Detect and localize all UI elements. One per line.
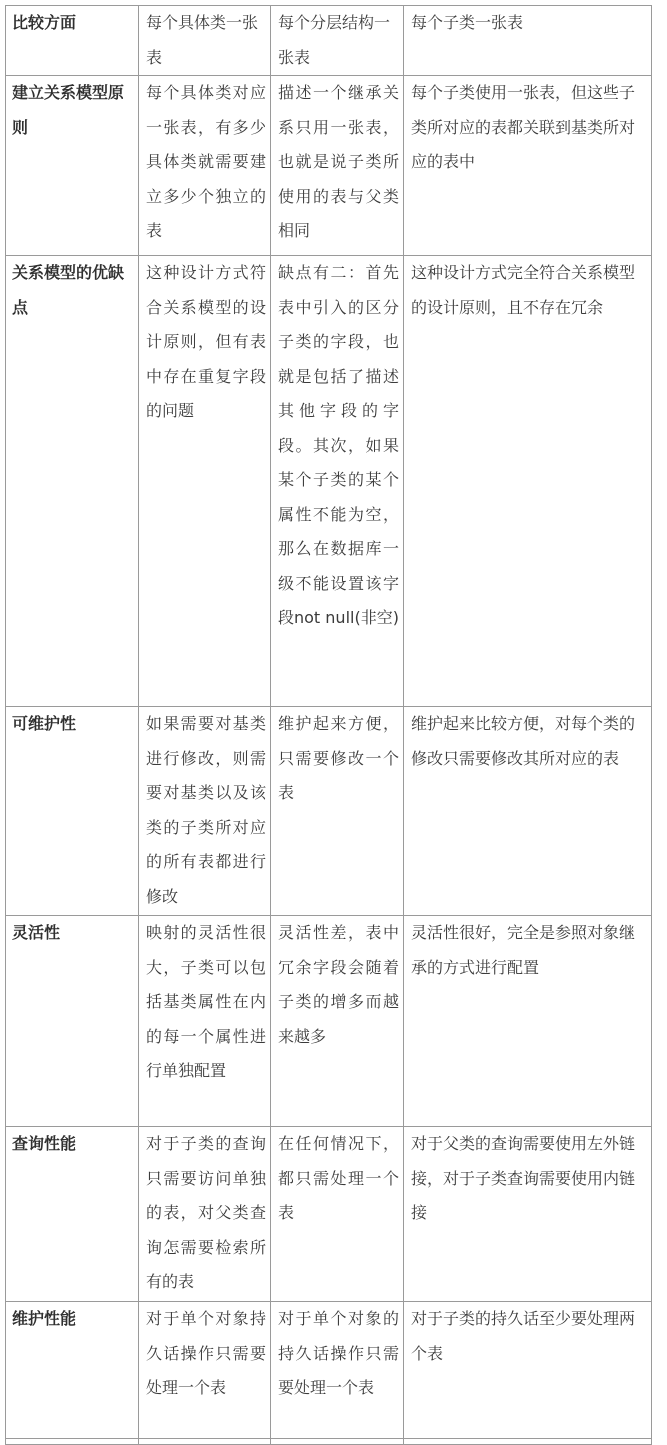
per-subclass-cell: 灵活性很好，完全是参照对象继承的方式进行配置: [404, 916, 652, 1127]
per-hierarchy-cell: 在任何情况下，都只需处理一个表: [271, 1127, 404, 1302]
header-cell-aspect: 比较方面: [6, 6, 139, 76]
row-aspect-cell: 可维护性: [6, 707, 139, 916]
per-subclass-cell: 对于子类的持久话至少要处理两个表: [404, 1302, 652, 1445]
per-subclass-cell: 这种设计方式完全符合关系模型的设计原则，且不存在冗余: [404, 256, 652, 707]
table-row: [6, 1302, 652, 1445]
row-aspect-cell: 灵活性: [6, 916, 139, 1127]
table-row: [6, 76, 652, 256]
table-row: [6, 256, 652, 707]
per-concrete-cell: 对于单个对象持久话操作只需要处理一个表: [139, 1302, 271, 1445]
per-concrete-cell: 每个具体类对应一张表，有多少具体类就需要建立多少个独立的表: [139, 76, 271, 256]
per-subclass-cell: 每个子类使用一张表，但这些子类所对应的表都关联到基类所对应的表中: [404, 76, 652, 256]
per-hierarchy-cell: 缺点有二：首先表中引入的区分子类的字段，也就是包括了描述其他字段的字段。其次，如果某个子类的某个属性不能为空，那么在数据库一级不能设置该字段not null(非空): [271, 256, 404, 707]
per-hierarchy-cell: 维护起来方便，只需要修改一个表: [271, 707, 404, 916]
row-aspect-cell: 关系模型的优缺点: [6, 256, 139, 707]
row-aspect-cell: 维护性能: [6, 1302, 139, 1445]
per-concrete-cell: 对于子类的查询只需要访问单独的表，对父类查询怎需要检索所有的表: [139, 1127, 271, 1302]
row-aspect-cell: 查询性能: [6, 1127, 139, 1302]
table-row: [6, 1127, 652, 1302]
per-subclass-cell: 对于父类的查询需要使用左外链接，对于子类查询需要使用内链接: [404, 1127, 652, 1302]
comparison-table: [5, 5, 652, 1445]
header-cell-per-concrete: 每个具体类一张表: [139, 6, 271, 76]
per-concrete-cell: 这种设计方式符合关系模型的设计原则，但有表中存在重复字段的问题: [139, 256, 271, 707]
header-row: [6, 6, 652, 76]
per-hierarchy-cell: 灵活性差，表中冗余字段会随着子类的增多而越来越多: [271, 916, 404, 1127]
per-hierarchy-cell: 描述一个继承关系只用一张表，也就是说子类所使用的表与父类相同: [271, 76, 404, 256]
row-aspect-cell: 建立关系模型原则: [6, 76, 139, 256]
table-row: [6, 916, 652, 1127]
bottom-rule: [5, 1438, 651, 1439]
per-concrete-cell: 映射的灵活性很大，子类可以包括基类属性在内的每一个属性进行单独配置: [139, 916, 271, 1127]
header-cell-per-hierarchy: 每个分层结构一张表: [271, 6, 404, 76]
per-hierarchy-cell: 对于单个对象的持久话操作只需要处理一个表: [271, 1302, 404, 1445]
per-subclass-cell: 维护起来比较方便，对每个类的修改只需要修改其所对应的表: [404, 707, 652, 916]
header-cell-per-subclass: 每个子类一张表: [404, 6, 652, 76]
table-row: [6, 707, 652, 916]
per-concrete-cell: 如果需要对基类进行修改，则需要对基类以及该类的子类所对应的所有表都进行修改: [139, 707, 271, 916]
